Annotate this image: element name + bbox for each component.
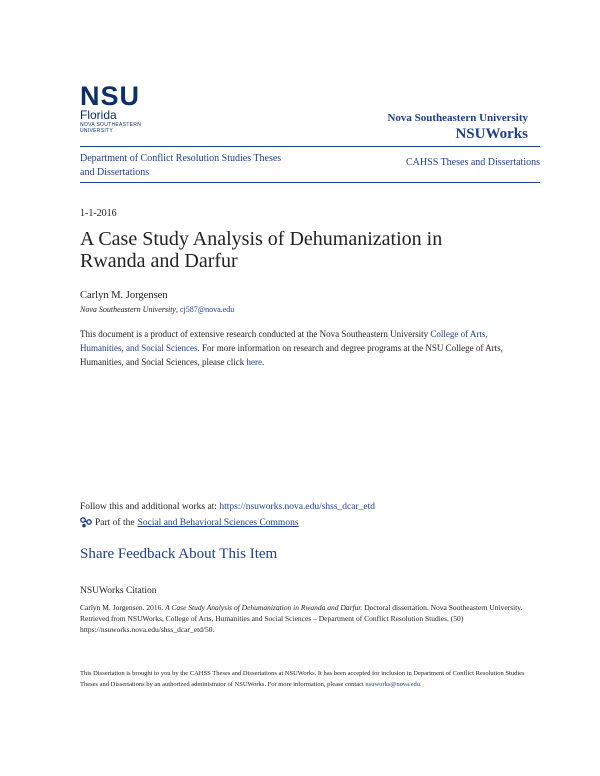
university-name[interactable]: Nova Southeastern University [387,112,528,124]
description-part3: . [261,357,265,367]
citation-heading: NSUWorks Citation [80,586,157,596]
college-link[interactable]: CAHSS Theses and Dissertations [406,157,540,168]
here-link[interactable]: here [246,357,262,367]
logo-nsu-text: NSU [80,81,141,111]
citation-rest: Doctoral dissertation. Nova Southeastern University. Retrieved from NSUWorks, College of Arts, Humanities and Social Sciences – Department of Conflict Resolution Studies. (50) [80,603,523,623]
logo-line1: NOVA SOUTHEASTERN [80,122,142,128]
part-of-label: Part of the [95,517,135,528]
department-link[interactable] [80,152,330,180]
description-part1: This document is a product of extensive research conducted at the Nova Southeastern University [80,329,431,339]
author-name: Carlyn M. Jorgensen [80,290,168,301]
department-line1: Department of Conflict Resolution Studies Theses [80,153,282,164]
notice-end: . [419,681,422,688]
follow-line [80,502,375,512]
nsu-florida-logo [80,81,150,136]
commons-network-icon [80,517,92,528]
college-description-link[interactable]: College of Arts, Humanities, and Social Sciences [80,329,488,353]
author-email-link[interactable]: cj587@nova.edu [179,305,235,314]
share-feedback-link[interactable]: Share Feedback About This Item [80,546,278,562]
author-affiliation: Nova Southeastern University, cj587@nova.edu [80,305,235,314]
logo-florida-text: Florida [80,108,117,122]
citation-url: https://nsuworks.nova.edu/shss_dcar_etd/50. [80,625,215,634]
logo-line2: UNIVERSITY [80,128,114,134]
institution-header [387,112,528,143]
document-date: 1-1-2016 [80,208,117,219]
description [80,327,525,369]
citation-text [80,602,525,635]
notice-text: This Dissertation is brought to you by the CAHSS Theses and Dissertations at NSUWorks. It has been accepted for inclusion in Department of Conflict Resolution Studies Theses and Dissertations by an authorized administrator of NSUWorks. For more information, please contact [80,670,525,688]
document-title [80,228,520,272]
part-of-line [80,517,299,528]
top-divider [80,146,540,147]
title-line1: A Case Study Analysis of Dehumanization in [80,228,443,250]
notice [80,668,530,690]
citation-author-year: Carlyn M. Jorgensen. 2016. [80,603,166,612]
department-line2: and Dissertations [80,167,150,178]
bottom-divider [80,182,540,183]
follow-url-link[interactable]: https://nsuworks.nova.edu/shss_dcar_etd [219,502,376,512]
description-part2: . For more information on research and degree programs at the NSU College of Arts, Humanities, and Social Sciences, please click [80,343,503,367]
repository-name[interactable]: NSUWorks [455,126,528,142]
title-line2: Rwanda and Darfur [80,250,238,272]
commons-link[interactable]: Social and Behavioral Sciences Commons [137,517,299,528]
affiliation-text: Nova Southeastern University [80,305,176,314]
notice-email-link[interactable]: nsuworks@nova.edu [365,681,420,688]
follow-label: Follow this and additional works at: [80,502,220,512]
citation-title: A Case Study Analysis of Dehumanization in Rwanda and Darfur. [165,603,363,612]
